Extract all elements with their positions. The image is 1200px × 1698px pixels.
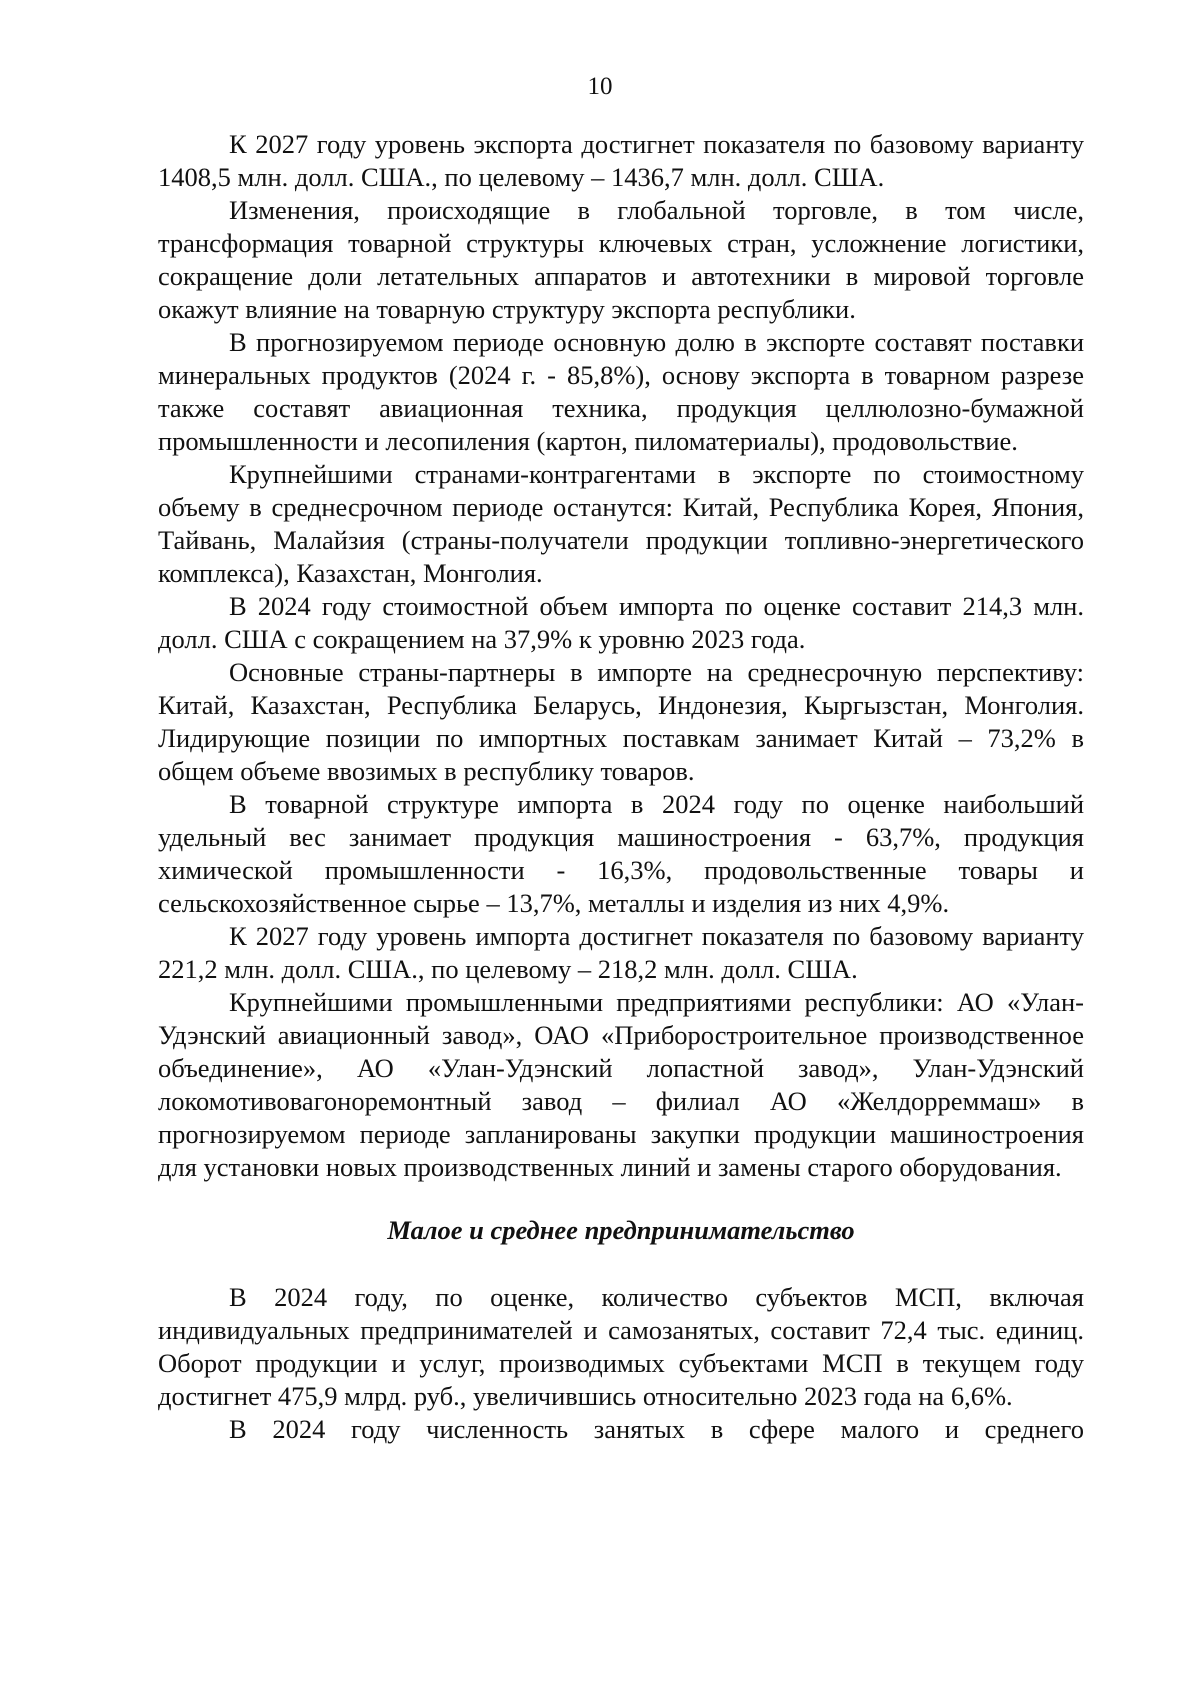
paragraph-industrial-enterprises: Крупнейшими промышленными предприятиями республики: АО «Улан-Удэнский авиационный завод», ОАО «Приборостроительное производственное объединение», АО «Улан-Удэнский лопастной завод», Улан-Удэнский локомотивовагоноремонтный завод – филиал АО «Желдорреммаш» в прогнозируемом периоде запланированы закупки продукции машиностроения для установки новых производственных линий и замены старого оборудования. — [158, 987, 1084, 1182]
document-body — [158, 128, 1084, 1446]
paragraph-sme-employment: В 2024 году численность занятых в сфере малого и среднего — [229, 1414, 1084, 1444]
paragraph-global-trade-changes: Изменения, происходящие в глобальной торговле, в том числе, трансформация товарной структуры ключевых стран, усложнение логистики, сокращение доли летательных аппаратов и автотехники в мировой торговле окажут влияние на товарную структуру экспорта республики. — [158, 195, 1084, 324]
paragraph-export-partners: Крупнейшими странами-контрагентами в экспорте по стоимостному объему в среднесрочном периоде останутся: Китай, Республика Корея, Япония, Тайвань, Малайзия (страны-получатели продукции топливно-энергетического комплекса), Казахстан, Монголия. — [158, 459, 1084, 588]
paragraph-export-2027: К 2027 году уровень экспорта достигнет показателя по базовому варианту 1408,5 млн. долл. США., по целевому – 1436,7 млн. долл. США. — [158, 129, 1084, 192]
section-heading-sme: Малое и среднее предпринимательство — [387, 1215, 855, 1245]
paragraph-export-structure: В прогнозируемом периоде основную долю в экспорте составят поставки минеральных продуктов (2024 г. - 85,8%), основу экспорта в товарном разрезе также составят авиационная техника, продукция целлюлозно-бумажной промышленности и лесопиления (картон, пиломатериалы), продовольствие. — [158, 327, 1084, 456]
page-number: 10 — [587, 73, 613, 100]
paragraph-import-2027: К 2027 году уровень импорта достигнет показателя по базовому варианту 221,2 млн. долл. США., по целевому – 218,2 млн. долл. США. — [158, 921, 1084, 984]
paragraph-import-partners: Основные страны-партнеры в импорте на среднесрочную перспективу: Китай, Казахстан, Республика Беларусь, Индонезия, Кыргызстан, Монголия. Лидирующие позиции по импортных поставкам занимает Китай – 73,2% в общем объеме ввозимых в республику товаров. — [158, 657, 1084, 786]
paragraph-import-volume-2024: В 2024 году стоимостной объем импорта по оценке составит 214,3 млн. долл. США с сокращением на 37,9% к уровню 2023 года. — [158, 591, 1084, 654]
paragraph-import-structure: В товарной структуре импорта в 2024 году по оценке наибольший удельный вес занимает продукция машиностроения - 63,7%, продукция химической промышленности - 16,3%, продовольственные товары и сельскохозяйственное сырье – 13,7%, металлы и изделия из них 4,9%. — [158, 789, 1084, 918]
paragraph-sme-count: В 2024 году, по оценке, количество субъектов МСП, включая индивидуальных предпринимателей и самозанятых, составит 72,4 тыс. единиц. Оборот продукции и услуг, производимых субъектами МСП в текущем году достигнет 475,9 млрд. руб., увеличившись относительно 2023 года на 6,6%. — [158, 1282, 1084, 1411]
